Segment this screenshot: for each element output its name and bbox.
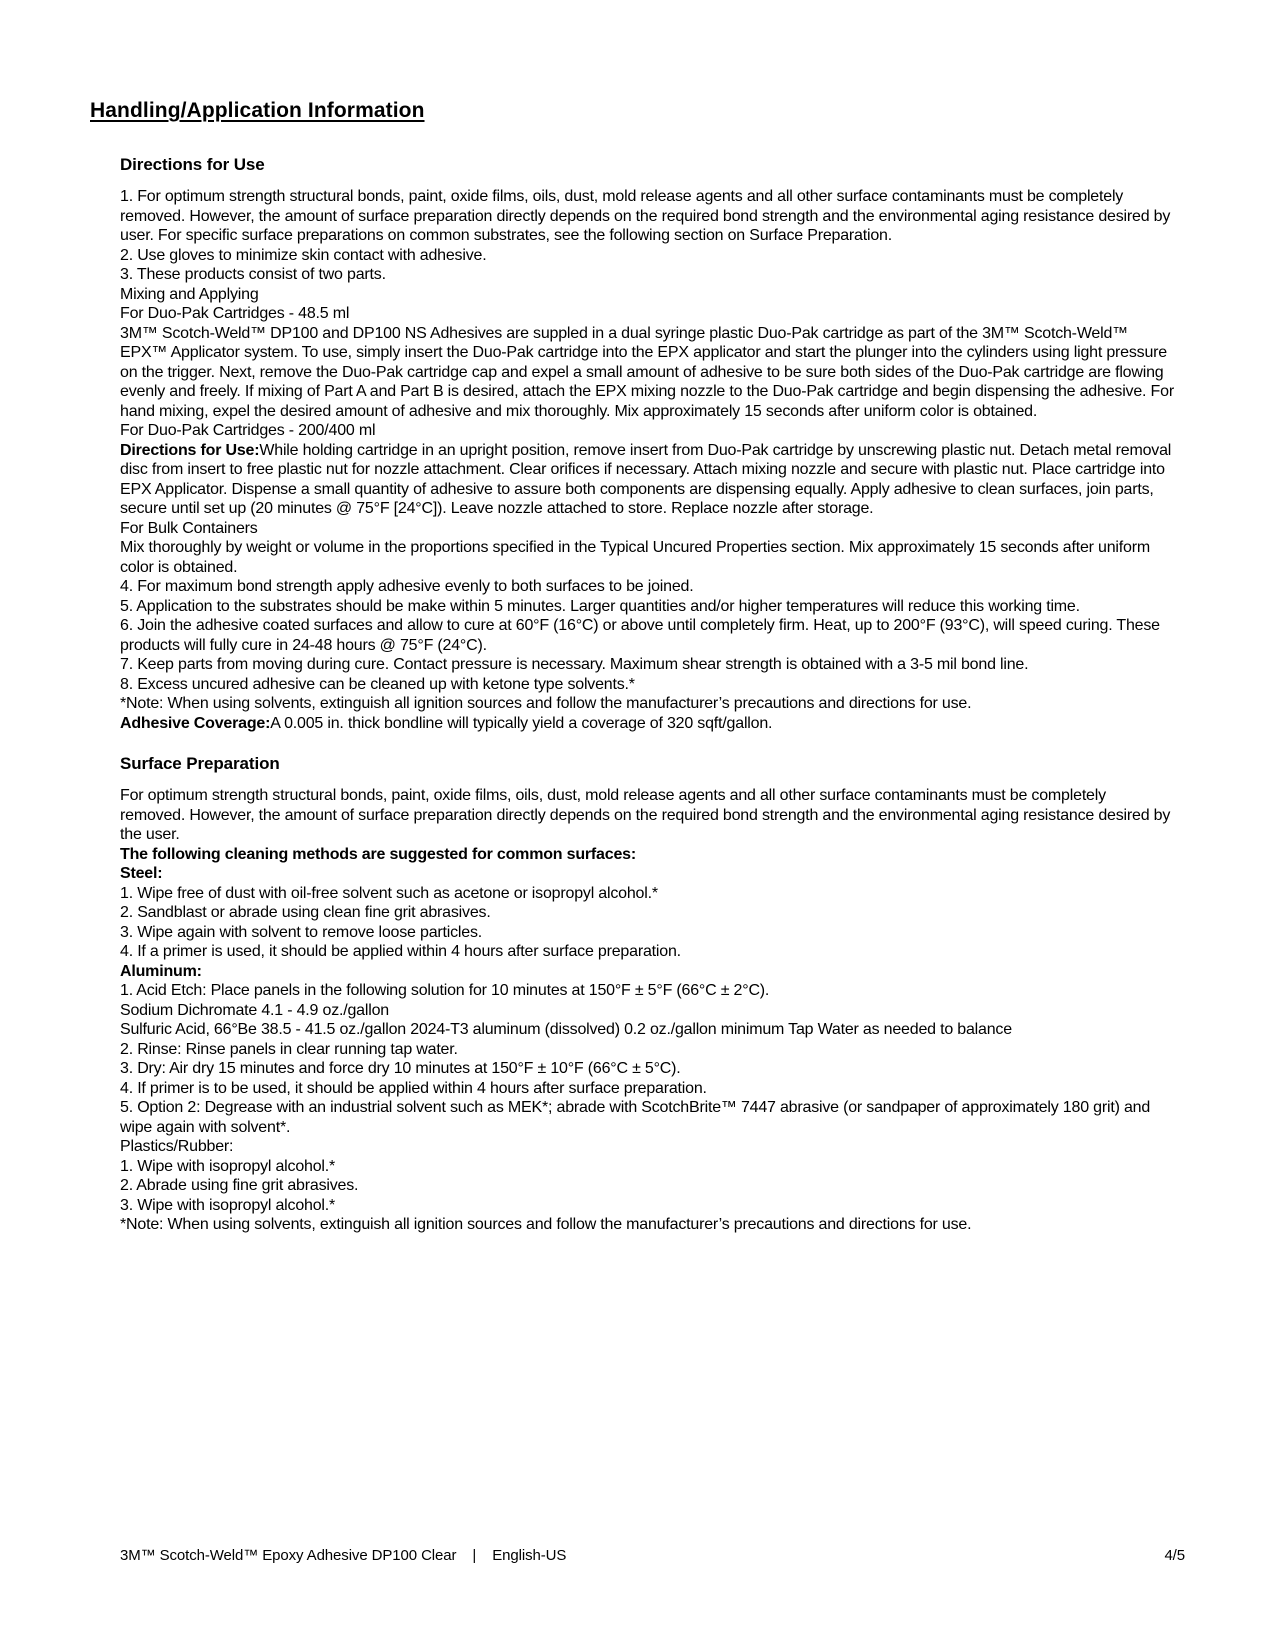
section-directions-for-use	[120, 155, 1175, 733]
paragraph-line	[120, 655, 1175, 675]
text-run: For Duo-Pak Cartridges - 200/400 ml	[120, 422, 376, 439]
text-run: Mixing and Applying	[120, 285, 259, 303]
paragraph-line	[120, 1040, 1175, 1060]
text-run: 3M™ Scotch-Weld™ DP100 and DP100 NS Adhesives are suppled in a dual syringe plastic Duo-Pak cartridge as part of the 3M™ Scotch-Weld™ EPX™ Applicator system. To use, simply insert the Duo-Pak cartridge into the EPX applicator and start the plunger into the cylinders using light pressure on the trigger. Next, remove the Duo-Pak cartridge cap and expel a small amount of adhesive to be sure both sides of the Duo-Pak cartridge are flowing evenly and freely. If mixing of Part A and Part B is desired, attach the EPX mixing nozzle to the Duo-Pak cartridge and begin dispensing the adhesive. For hand mixing, expel the desired amount of adhesive and mix thoroughly. Mix approximately 15 seconds after uniform color is obtained.	[120, 324, 1174, 420]
text-run: For Bulk Containers	[120, 519, 258, 537]
paragraph-line	[120, 1059, 1175, 1079]
paragraph-line	[120, 1137, 1175, 1157]
paragraph-line	[120, 942, 1175, 962]
paragraph-line	[120, 1215, 1175, 1235]
paragraph-line	[120, 1079, 1175, 1099]
paragraph-line	[120, 864, 1175, 884]
paragraph-line	[120, 1157, 1175, 1177]
paragraph-line	[120, 1196, 1175, 1216]
text-run: 4. For maximum bond strength apply adhesive evenly to both surfaces to be joined.	[120, 578, 694, 595]
paragraph-line	[120, 285, 1175, 305]
paragraph-line	[120, 577, 1175, 597]
text-run: Plastics/Rubber:	[120, 1138, 234, 1155]
sections-container	[120, 155, 1175, 1235]
paragraph-line	[120, 616, 1175, 655]
paragraph-line	[120, 1098, 1175, 1137]
text-run: 1. Acid Etch: Place panels in the following solution for 10 minutes at 150°F ± 5°F (66°C ± 2°C).	[120, 982, 770, 999]
text-run: 3. Wipe again with solvent to remove loose particles.	[120, 923, 483, 941]
text-run: 2. Sandblast or abrade using clean fine grit abrasives.	[120, 904, 491, 921]
section-surface-preparation	[120, 754, 1175, 1235]
text-run: 3. These products consist of two parts.	[120, 266, 386, 283]
text-run: 4. If a primer is used, it should be applied within 4 hours after surface preparation.	[120, 943, 681, 960]
text-run: 1. Wipe free of dust with oil-free solvent such as acetone or isopropyl alcohol.*	[120, 884, 658, 902]
paragraph-line	[120, 324, 1175, 422]
page-title: Handling/Application Information	[90, 99, 425, 122]
paragraph-line	[120, 923, 1175, 943]
paragraph-line	[120, 675, 1175, 695]
text-run: 2. Abrade using fine grit abrasives.	[120, 1177, 359, 1194]
document-page	[90, 99, 1175, 1235]
text-run: 6. Join the adhesive coated surfaces and allow to cure at 60°F (16°C) or above until completely firm. Heat, up to 200°F (93°C), will speed curing. These products will fully cure in 24-48 hours @ 75°F (24°C).	[120, 617, 1160, 654]
paragraph-line	[120, 304, 1175, 324]
paragraph-line	[120, 538, 1175, 577]
paragraph-line	[120, 519, 1175, 539]
text-run: While holding cartridge in an upright position, remove insert from Duo-Pak cartridge by unscrewing plastic nut. Detach metal removal disc from insert to free plastic nut for nozzle attachment. Clear orifices if necessary. Attach mixing nozzle and secure with plastic nut. Place cartridge into EPX Applicator. Dispense a small quantity of adhesive to assure both components are dispensing equally. Apply adhesive to clean surfaces, join parts, secure until set up (20 minutes @ 75°F [24°C]). Leave nozzle attached to store. Replace nozzle after storage.	[120, 441, 1172, 517]
paragraph-line	[120, 962, 1175, 982]
text-run: 3. Wipe with isopropyl alcohol.*	[120, 1196, 336, 1214]
text-run: A 0.005 in. thick bondline will typically yield a coverage of 320 sqft/gallon.	[270, 714, 773, 732]
paragraph-line	[120, 845, 1175, 865]
text-run: 2. Rinse: Rinse panels in clear running tap water.	[120, 1040, 458, 1058]
bold-run: Adhesive Coverage:	[120, 714, 271, 732]
bold-run: Steel:	[120, 865, 163, 882]
paragraph-line	[120, 1001, 1175, 1021]
text-run: 4. If primer is to be used, it should be applied within 4 hours after surface preparation.	[120, 1079, 707, 1097]
text-run: 2. Use gloves to minimize skin contact with adhesive.	[120, 246, 487, 264]
bold-run: The following cleaning methods are suggested for common surfaces:	[120, 845, 636, 863]
section-heading: Surface Preparation	[120, 754, 280, 773]
bold-run: Directions for Use:	[120, 441, 260, 459]
text-run: For optimum strength structural bonds, paint, oxide films, oils, dust, mold release agents and all other surface contaminants must be completely removed. However, the amount of surface preparation directly depends on the required bond strength and the environmental aging resistance desired by the user.	[120, 787, 1171, 843]
text-run: 5. Option 2: Degrease with an industrial solvent such as MEK*; abrade with ScotchBrite™ 7447 abrasive (or sandpaper of approximately 180 grit) and wipe again with solvent*.	[120, 1099, 1151, 1136]
text-run: 7. Keep parts from moving during cure. Contact pressure is necessary. Maximum shear strength is obtained with a 3-5 mil bond line.	[120, 656, 1029, 673]
text-run: 1. For optimum strength structural bonds, paint, oxide films, oils, dust, mold release agents and all other surface contaminants must be completely removed. However, the amount of surface preparation directly depends on the required bond strength and the environmental aging resistance desired by user. For specific surface preparations on common substrates, see the following section on Surface Preparation.	[120, 188, 1171, 244]
paragraph-line	[120, 1176, 1175, 1196]
paragraph-line	[120, 884, 1175, 904]
paragraph-line	[120, 694, 1175, 714]
paragraph-line	[120, 786, 1175, 845]
paragraph-line	[120, 903, 1175, 923]
text-run: *Note: When using solvents, extinguish all ignition sources and follow the manufacturer’s precautions and directions for use.	[120, 695, 972, 712]
text-run: Mix thoroughly by weight or volume in the proportions specified in the Typical Uncured Properties section. Mix approximately 15 seconds after uniform color is obtained.	[120, 539, 1150, 576]
footer-page-number: 4/5	[1164, 1547, 1185, 1564]
text-run: 3. Dry: Air dry 15 minutes and force dry 10 minutes at 150°F ± 10°F (66°C ± 5°C).	[120, 1060, 681, 1077]
bold-run: Aluminum:	[120, 962, 202, 980]
paragraph-line	[120, 187, 1175, 246]
footer-language: English-US	[492, 1547, 567, 1564]
footer-product-name: 3M™ Scotch-Weld™ Epoxy Adhesive DP100 Clear	[120, 1547, 457, 1564]
text-run: Sodium Dichromate 4.1 - 4.9 oz./gallon	[120, 1001, 389, 1019]
paragraph-line	[120, 597, 1175, 617]
paragraph-line	[120, 421, 1175, 441]
text-run: Sulfuric Acid, 66°Be 38.5 - 41.5 oz./gallon 2024-T3 aluminum (dissolved) 0.2 oz./gallon minimum Tap Water as needed to balance	[120, 1021, 1012, 1038]
text-run: 8. Excess uncured adhesive can be cleaned up with ketone type solvents.*	[120, 675, 635, 693]
text-run: For Duo-Pak Cartridges - 48.5 ml	[120, 305, 350, 322]
footer-left	[120, 1547, 566, 1564]
paragraph-line	[120, 1020, 1175, 1040]
paragraph-line	[120, 981, 1175, 1001]
section-heading: Directions for Use	[120, 155, 265, 174]
text-run: 5. Application to the substrates should be make within 5 minutes. Larger quantities and/or higher temperatures will reduce this working time.	[120, 597, 1080, 615]
page-footer	[120, 1547, 1185, 1564]
text-run: 1. Wipe with isopropyl alcohol.*	[120, 1157, 336, 1175]
footer-separator: |	[472, 1547, 477, 1564]
paragraph-line	[120, 714, 1175, 734]
paragraph-line	[120, 441, 1175, 519]
paragraph-line	[120, 265, 1175, 285]
paragraph-line	[120, 246, 1175, 266]
text-run: *Note: When using solvents, extinguish all ignition sources and follow the manufacturer’s precautions and directions for use.	[120, 1216, 972, 1233]
